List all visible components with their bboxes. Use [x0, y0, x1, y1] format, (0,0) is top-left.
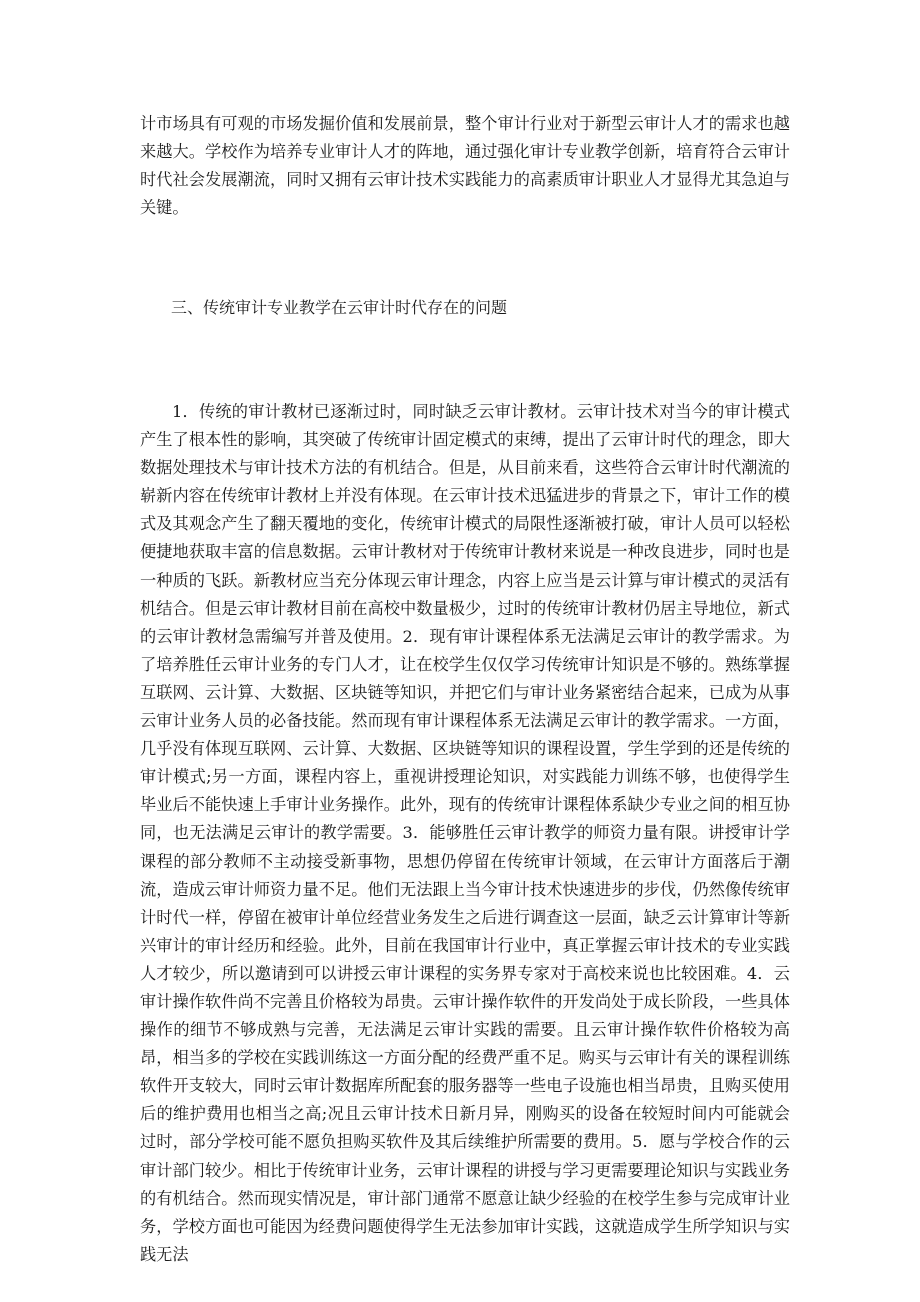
- intro-paragraph: 计市场具有可观的市场发掘价值和发展前景，整个审计行业对于新型云审计人才的需求也越来越大。学校作为培养专业审计人才的阵地，通过强化审计专业教学创新，培育符合云审计时代社会发展潮流，同时又拥有云审计技术实践能力的高素质审计职业人才显得尤其急迫与关键。: [140, 114, 790, 218]
- section-heading: 三、传统审计专业教学在云审计时代存在的问题: [171, 298, 508, 317]
- body-paragraph: 1．传统的审计教材已逐渐过时，同时缺乏云审计教材。云审计技术对当今的审计模式产生了根本性的影响，其突破了传统审计固定模式的束缚，提出了云审计时代的理念，即大数据处理技术与审计技术方法的有机结合。但是，从目前来看，这些符合云审计时代潮流的崭新内容在传统审计教材上并没有体现。在云审计技术迅猛进步的背景之下，审计工作的模式及其观念产生了翻天覆地的变化，传统审计模式的局限性逐渐被打破，审计人员可以轻松便捷地获取丰富的信息数据。云审计教材对于传统审计教材来说是一种改良进步，同时也是一种质的飞跃。新教材应当充分体现云审计理念，内容上应当是云计算与审计模式的灵活有机结合。但是云审计教材目前在高校中数量极少，过时的传统审计教材仍居主导地位，新式的云审计教材急需编写并普及使用。2．现有审计课程体系无法满足云审计的教学需求。为了培养胜任云审计业务的专门人才，让在校学生仅仅学习传统审计知识是不够的。熟练掌握互联网、云计算、大数据、区块链等知识，并把它们与审计业务紧密结合起来，已成为从事云审计业务人员的必备技能。然而现有审计课程体系无法满足云审计的教学需求。一方面，几乎没有体现互联网、云计算、大数据、区块链等知识的课程设置，学生学到的还是传统的审计模式;另一方面，课程内容上，重视讲授理论知识，对实践能力训练不够，也使得学生毕业后不能快速上手审计业务操作。此外，现有的传统审计课程体系缺少专业之间的相互协同，也无法满足云审计的教学需要。3．能够胜任云审计教学的师资力量有限。讲授审计学课程的部分教师不主动接受新事物，思想仍停留在传统审计领域，在云审计方面落后于潮流，造成云审计师资力量不足。他们无法跟上当今审计技术快速进步的步伐，仍然像传统审计时代一样，停留在被审计单位经营业务发生之后进行调查这一层面，缺乏云计算审计等新兴审计的审计经历和经验。此外，目前在我国审计行业中，真正掌握云审计技术的专业实践人才较少，所以邀请到可以讲授云审计课程的实务界专家对于高校来说也比较困难。4．云审计操作软件尚不完善且价格较为昂贵。云审计操作软件的开发尚处于成长阶段，一些具体操作的细节不够成熟与完善，无法满足云审计实践的需要。且云审计操作软件价格较为高昂，相当多的学校在实践训练这一方面分配的经费严重不足。购买与云审计有关的课程训练软件开支较大，同时云审计数据库所配套的服务器等一些电子设施也相当昂贵，且购买使用后的维护费用也相当之高;况且云审计技术日新月异，刚购买的设备在较短时间内可能就会过时，部分学校可能不愿负担购买软件及其后续维护所需要的费用。5．愿与学校合作的云审计部门较少。相比于传统审计业务，云审计课程的讲授与学习更需要理论知识与实践业务的有机结合。然而现实情况是，审计部门通常不愿意让缺少经验的在校学生参与完成审计业务，学校方面也可能因为经费问题使得学生无法参加审计实践，这就造成学生所学知识与实践无法: [140, 402, 790, 1264]
